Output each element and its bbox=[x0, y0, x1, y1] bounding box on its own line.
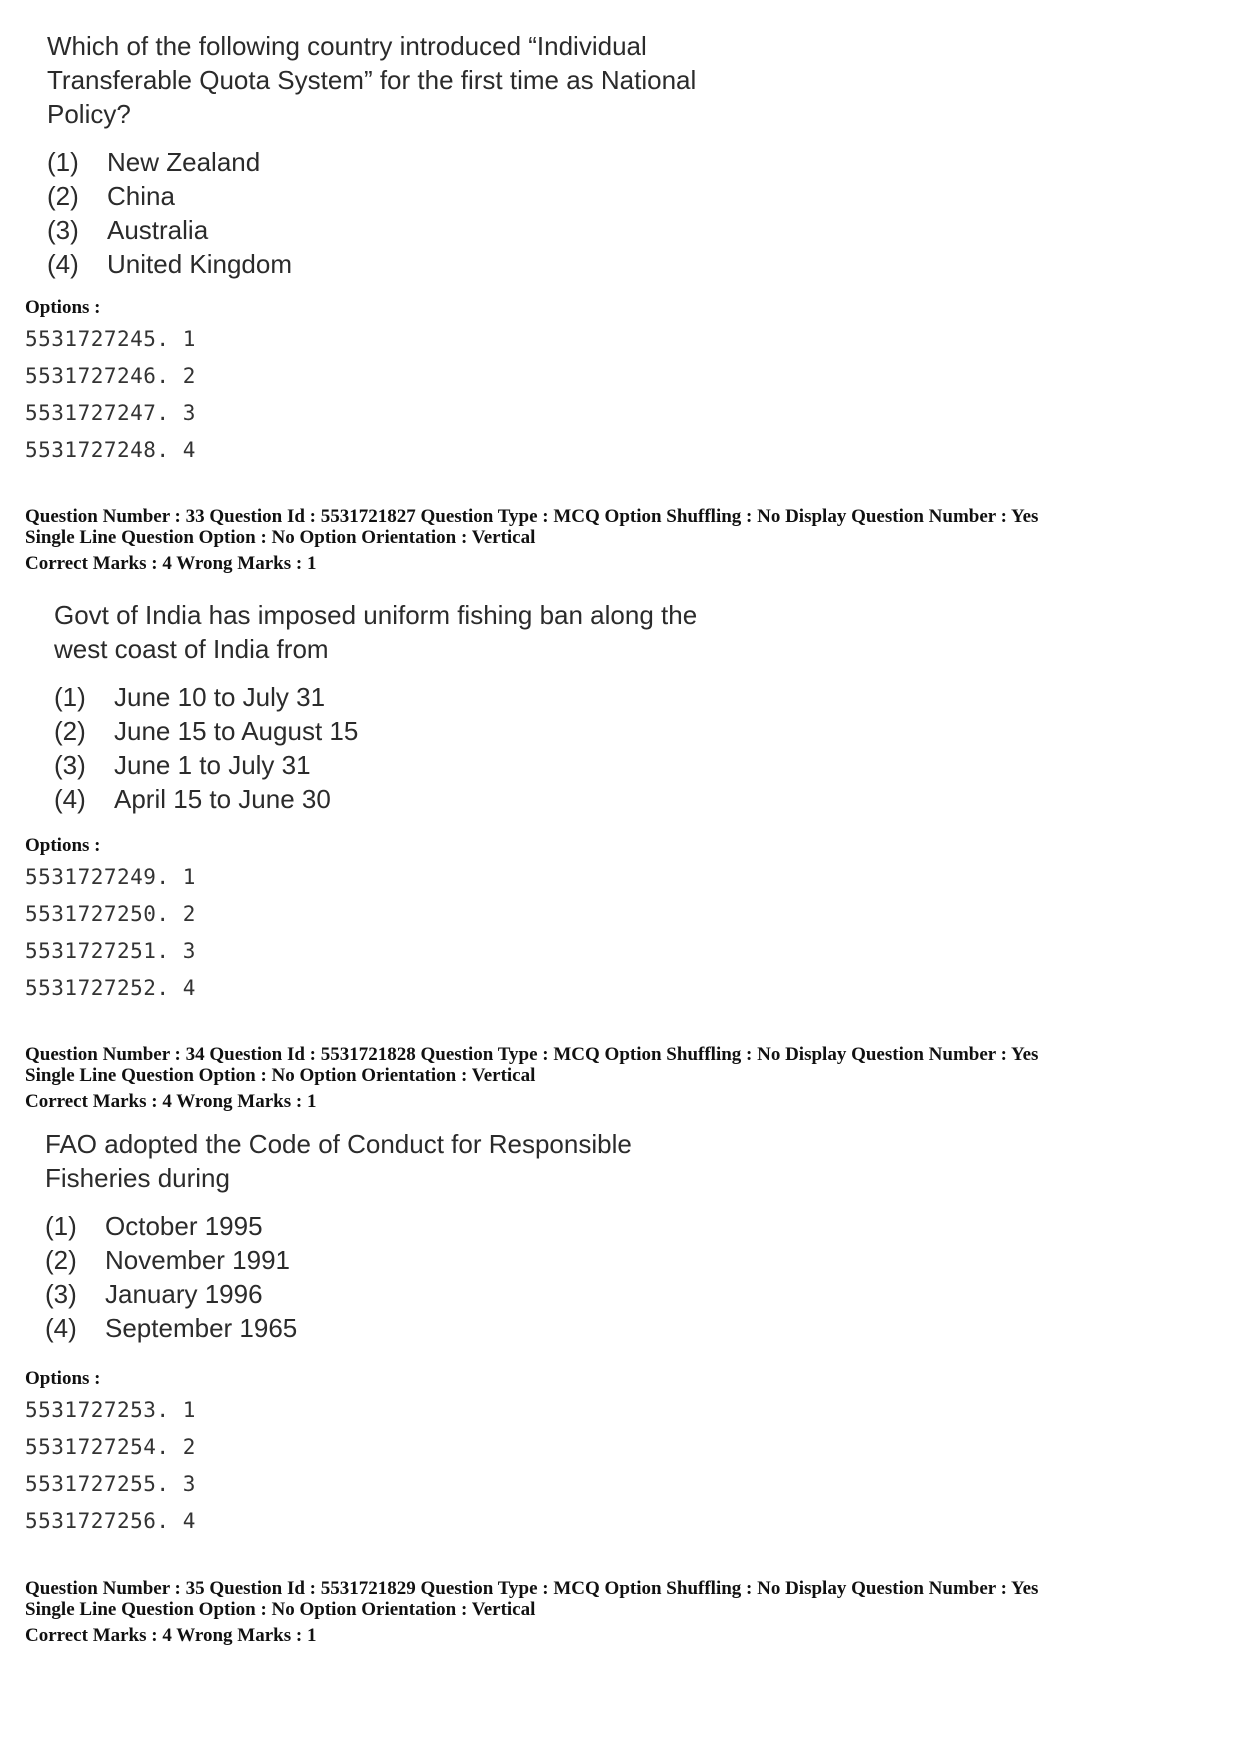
choice-text: June 1 to July 31 bbox=[114, 750, 311, 780]
choice-text: September 1965 bbox=[105, 1313, 298, 1343]
answer-choice bbox=[47, 179, 696, 213]
choice-text: October 1995 bbox=[105, 1211, 263, 1241]
options-label: Options : bbox=[25, 835, 101, 856]
question-marks: Correct Marks : 4 Wrong Marks : 1 bbox=[25, 1091, 317, 1112]
choice-number: (1) bbox=[47, 147, 79, 177]
question-text bbox=[54, 598, 697, 666]
answer-choice bbox=[54, 782, 697, 816]
question-text-line: west coast of India from bbox=[54, 634, 329, 664]
question-image bbox=[47, 29, 696, 281]
answer-choice bbox=[45, 1209, 632, 1243]
option-id: 5531727251. 3 bbox=[25, 939, 196, 963]
question-text-line: Fisheries during bbox=[45, 1163, 230, 1193]
question-meta-line: Question Number : 35 Question Id : 5531721829 Question Type : MCQ Option Shuffling : No Display Question Number : Yes bbox=[25, 1578, 1039, 1599]
option-id: 5531727245. 1 bbox=[25, 327, 196, 351]
options-list bbox=[25, 1366, 196, 1540]
option-id: 5531727247. 3 bbox=[25, 401, 196, 425]
answer-choices bbox=[54, 680, 697, 816]
question-text-line: Transferable Quota System” for the first time as National bbox=[47, 65, 697, 95]
question-meta-line: Single Line Question Option : No Option Orientation : Vertical bbox=[25, 1065, 536, 1086]
question-image bbox=[45, 1127, 632, 1345]
answer-choice bbox=[47, 145, 696, 179]
choice-number: (1) bbox=[54, 682, 86, 712]
choice-text: June 15 to August 15 bbox=[114, 716, 359, 746]
choice-number: (2) bbox=[54, 716, 86, 746]
question-meta-line: Single Line Question Option : No Option Orientation : Vertical bbox=[25, 1599, 536, 1620]
question-meta bbox=[25, 506, 1038, 574]
question-meta bbox=[25, 1578, 1038, 1646]
question-meta-line: Question Number : 33 Question Id : 5531721827 Question Type : MCQ Option Shuffling : No Display Question Number : Yes bbox=[25, 506, 1039, 527]
option-id: 5531727250. 2 bbox=[25, 902, 196, 926]
option-id: 5531727248. 4 bbox=[25, 438, 196, 462]
choice-text: June 10 to July 31 bbox=[114, 682, 326, 712]
question-text-line: FAO adopted the Code of Conduct for Responsible bbox=[45, 1129, 632, 1159]
answer-choice bbox=[47, 247, 696, 281]
option-id: 5531727246. 2 bbox=[25, 364, 196, 388]
choice-number: (3) bbox=[47, 215, 79, 245]
choice-text: United Kingdom bbox=[107, 249, 292, 279]
choice-text: China bbox=[107, 181, 175, 211]
choice-number: (4) bbox=[54, 784, 86, 814]
choice-number: (3) bbox=[54, 750, 86, 780]
option-id: 5531727256. 4 bbox=[25, 1509, 196, 1533]
question-text-line: Which of the following country introduced “Individual bbox=[47, 31, 647, 61]
answer-choice bbox=[45, 1277, 632, 1311]
answer-choices bbox=[47, 145, 696, 281]
question-marks: Correct Marks : 4 Wrong Marks : 1 bbox=[25, 1625, 317, 1646]
choice-number: (1) bbox=[45, 1211, 77, 1241]
question-text-line: Policy? bbox=[47, 99, 131, 129]
option-id: 5531727254. 2 bbox=[25, 1435, 196, 1459]
choice-text: April 15 to June 30 bbox=[114, 784, 331, 814]
question-meta-line: Question Number : 34 Question Id : 5531721828 Question Type : MCQ Option Shuffling : No Display Question Number : Yes bbox=[25, 1044, 1039, 1065]
question-meta-line: Single Line Question Option : No Option Orientation : Vertical bbox=[25, 527, 536, 548]
question-meta bbox=[25, 1044, 1038, 1112]
question-image bbox=[54, 598, 697, 816]
answer-choices bbox=[45, 1209, 632, 1345]
options-list bbox=[25, 295, 196, 469]
question-text bbox=[47, 29, 696, 131]
choice-text: November 1991 bbox=[105, 1245, 290, 1275]
choice-number: (4) bbox=[45, 1313, 77, 1343]
choice-number: (3) bbox=[45, 1279, 77, 1309]
answer-choice bbox=[54, 748, 697, 782]
option-id: 5531727253. 1 bbox=[25, 1398, 196, 1422]
answer-choice bbox=[45, 1311, 632, 1345]
option-id: 5531727249. 1 bbox=[25, 865, 196, 889]
choice-number: (4) bbox=[47, 249, 79, 279]
option-id: 5531727252. 4 bbox=[25, 976, 196, 1000]
option-id: 5531727255. 3 bbox=[25, 1472, 196, 1496]
choice-text: Australia bbox=[107, 215, 209, 245]
choice-number: (2) bbox=[47, 181, 79, 211]
choice-number: (2) bbox=[45, 1245, 77, 1275]
answer-choice bbox=[47, 213, 696, 247]
question-text bbox=[45, 1127, 632, 1195]
options-label: Options : bbox=[25, 297, 101, 318]
answer-choice bbox=[54, 714, 697, 748]
answer-choice bbox=[45, 1243, 632, 1277]
choice-text: January 1996 bbox=[105, 1279, 263, 1309]
question-text-line: Govt of India has imposed uniform fishing ban along the bbox=[54, 600, 698, 630]
choice-text: New Zealand bbox=[107, 147, 261, 177]
options-list bbox=[25, 833, 196, 1007]
answer-choice bbox=[54, 680, 697, 714]
question-marks: Correct Marks : 4 Wrong Marks : 1 bbox=[25, 553, 317, 574]
options-label: Options : bbox=[25, 1368, 101, 1389]
